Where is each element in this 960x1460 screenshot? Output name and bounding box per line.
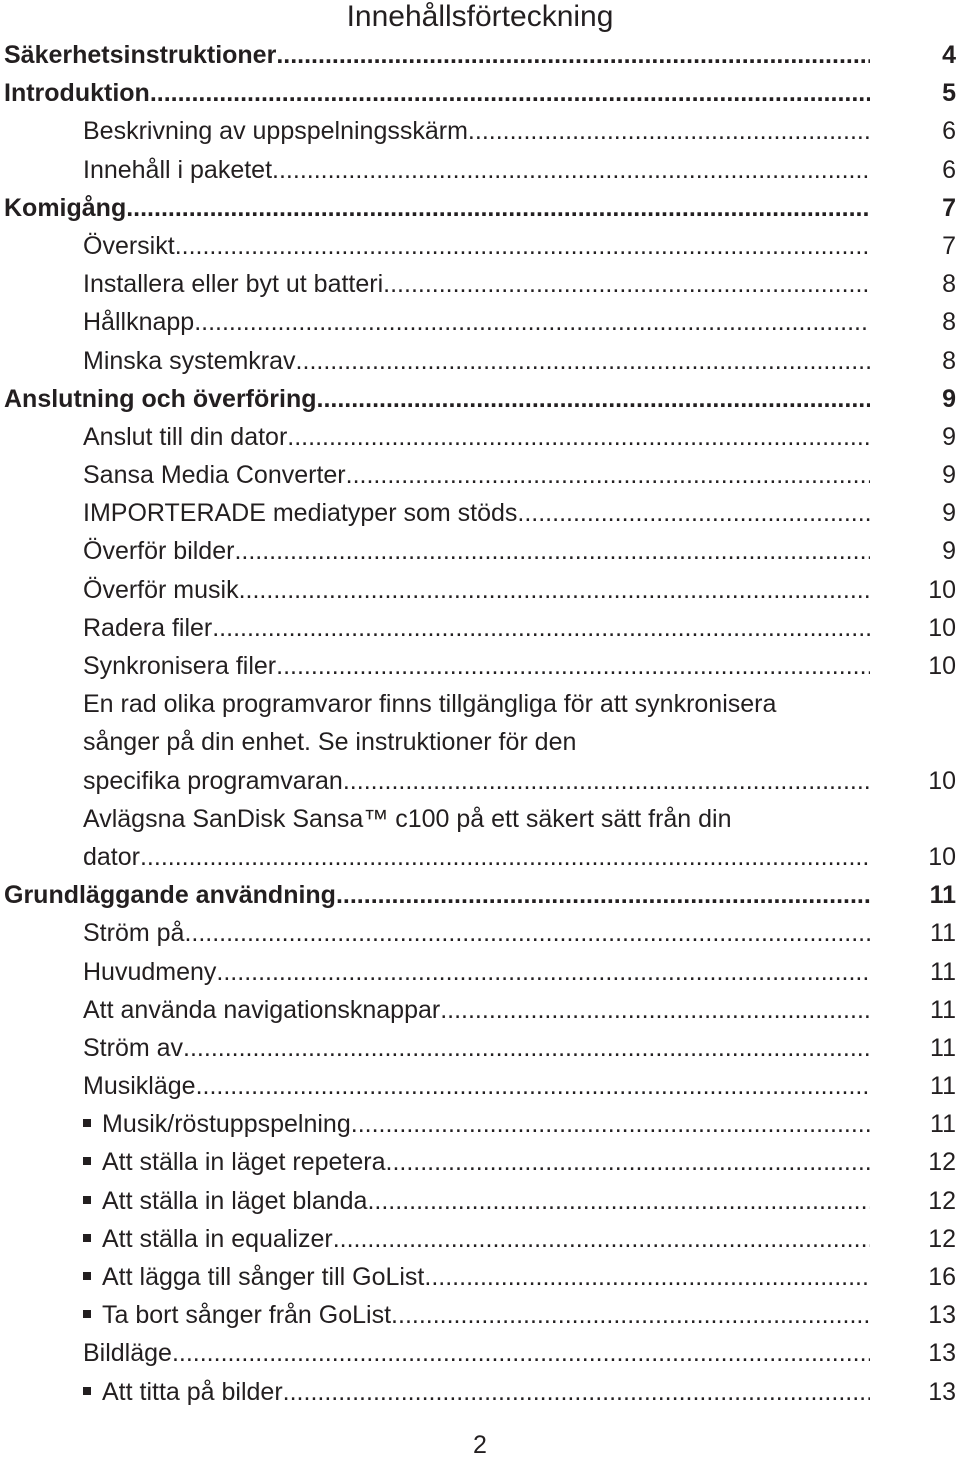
toc-entry[interactable] (0, 800, 960, 838)
toc-entry-page: 11 (930, 995, 956, 1024)
toc-entry-label: Ström av (83, 1033, 184, 1062)
toc-list (0, 36, 960, 1411)
toc-entry[interactable] (0, 609, 960, 647)
toc-entry-label: Bildläge (83, 1339, 172, 1368)
toc-entry-page: 7 (942, 193, 956, 222)
dot-leader (386, 1143, 871, 1181)
toc-entry-page: 4 (942, 41, 956, 69)
toc-entry-label: Grundläggande användning (4, 881, 336, 910)
toc-entry[interactable] (0, 265, 960, 303)
toc-entry-label: Att ställa in läget repetera (102, 1148, 386, 1177)
toc-entry-label: specifika programvaran. (83, 766, 350, 795)
toc-entry-label: Minska systemkrav (83, 346, 296, 375)
toc-entry-page: 9 (942, 422, 956, 451)
dot-leader (272, 151, 870, 189)
toc-entry[interactable] (0, 991, 960, 1029)
toc-entry[interactable] (0, 189, 960, 227)
toc-entry-page: 16 (928, 1263, 956, 1291)
toc-entry[interactable] (0, 647, 960, 685)
dot-leader (212, 609, 870, 647)
dot-leader (424, 1258, 870, 1296)
toc-entry-page: 9 (942, 537, 956, 566)
dot-leader (126, 189, 870, 227)
toc-entry-label: Ta bort sånger från GoList (102, 1301, 392, 1330)
dot-leader (183, 1029, 870, 1067)
toc-entry-page: 8 (942, 308, 956, 337)
toc-entry-label: Anslutning och överföring (4, 384, 317, 413)
toc-entry-page: 11 (930, 1033, 956, 1062)
toc-entry[interactable] (0, 1029, 960, 1067)
dot-leader (150, 74, 870, 112)
dot-leader (196, 1067, 870, 1105)
toc-entry-page: 11 (929, 881, 956, 910)
toc-entry-label: dator (83, 842, 140, 871)
bullet-icon (83, 1119, 91, 1127)
toc-entry-page: 11 (930, 1072, 956, 1101)
toc-entry-label: Huvudmeny (83, 957, 217, 986)
dot-leader (175, 227, 870, 265)
toc-entry-page: 13 (928, 1339, 956, 1368)
toc-entry-page: 8 (942, 270, 956, 299)
toc-entry[interactable] (0, 418, 960, 456)
toc-entry-label: Översikt (83, 231, 175, 260)
dot-leader (351, 1105, 870, 1143)
dot-leader (350, 762, 870, 800)
toc-entry-label: IMPORTERADE mediatyper som stöds (83, 499, 518, 528)
page-title: Innehållsförteckning (346, 0, 614, 33)
toc-entry[interactable] (0, 303, 960, 341)
toc-entry-label: Sansa Media Converter (83, 461, 346, 490)
toc-entry[interactable] (0, 227, 960, 265)
dot-leader (276, 647, 870, 685)
toc-entry-page: 13 (928, 1377, 956, 1406)
toc-entry[interactable] (0, 1373, 960, 1411)
toc-entry-label: Beskrivning av uppspelningsskärm (83, 117, 468, 146)
toc-entry[interactable] (0, 112, 960, 150)
dot-leader (276, 36, 870, 74)
toc-entry[interactable] (0, 876, 960, 914)
bullet-icon (83, 1157, 91, 1165)
toc-entry-label: Att lägga till sånger till GoList (102, 1263, 425, 1291)
toc-entry[interactable] (0, 1182, 960, 1220)
toc-entry-page: 13 (928, 1301, 956, 1330)
toc-entry[interactable] (0, 1258, 960, 1296)
toc-entry[interactable] (0, 494, 960, 532)
bullet-icon (83, 1234, 91, 1242)
dot-leader (216, 953, 870, 991)
toc-entry-label: Säkerhetsinstruktioner (4, 41, 277, 69)
toc-entry-page: 10 (928, 842, 956, 871)
dot-leader (172, 1334, 870, 1372)
toc-entry-label: Avlägsna SanDisk Sansa™ c100 på ett säkert sätt från din (83, 804, 732, 833)
toc-entry-label: Musikläge (83, 1072, 196, 1101)
dot-leader (468, 112, 870, 150)
bullet-icon (83, 1387, 91, 1395)
toc-entry-page: 12 (928, 1186, 956, 1215)
toc-entry[interactable] (0, 762, 960, 800)
toc-entry-page: 11 (930, 1110, 956, 1139)
toc-entry-page: 5 (942, 79, 956, 108)
page-number: 2 (473, 1431, 487, 1459)
toc-entry[interactable] (0, 1296, 960, 1334)
dot-leader (283, 1373, 870, 1411)
toc-entry-label: Musik/röstuppspelning (102, 1110, 351, 1139)
toc-entry-label: Överför musik (83, 575, 239, 604)
toc-entry-label: Att ställa in läget blanda (102, 1186, 368, 1215)
toc-entry-page: 10 (928, 613, 956, 642)
dot-leader (346, 456, 870, 494)
dot-leader (234, 532, 870, 570)
dot-leader (333, 1220, 870, 1258)
toc-entry[interactable] (0, 456, 960, 494)
dot-leader (440, 991, 870, 1029)
dot-leader (184, 914, 870, 952)
toc-entry[interactable] (0, 1143, 960, 1181)
toc-entry-page: 9 (942, 461, 956, 490)
toc-entry-page: 10 (928, 575, 956, 604)
toc-entry[interactable] (0, 838, 960, 876)
toc-entry-label: Installera eller byt ut batteri (83, 270, 384, 299)
toc-entry[interactable] (0, 1220, 960, 1258)
toc-entry-page: 6 (942, 117, 956, 146)
dot-leader (391, 1296, 870, 1334)
toc-entry[interactable] (0, 914, 960, 952)
bullet-icon (83, 1196, 91, 1204)
toc-entry[interactable] (0, 532, 960, 570)
toc-entry-page: 9 (942, 384, 956, 413)
toc-entry-page: 12 (928, 1148, 956, 1177)
dot-leader (367, 1182, 870, 1220)
toc-entry-label: En rad olika programvaror finns tillgängliga för att synkronisera (83, 690, 777, 719)
dot-leader (296, 342, 870, 380)
toc-entry-page: 11 (930, 919, 956, 948)
toc-entry-page: 6 (942, 155, 956, 184)
toc-entry[interactable] (0, 685, 960, 723)
toc-entry-label: Synkronisera filer (83, 652, 277, 680)
toc-entry-page: 7 (942, 231, 956, 260)
toc-entry-label: Hållknapp (83, 308, 195, 337)
toc-entry[interactable] (0, 74, 960, 112)
toc-entry-label: Att använda navigationsknappar (83, 995, 441, 1024)
toc-entry-page: 12 (928, 1224, 956, 1253)
toc-entry-page: 11 (930, 957, 956, 986)
toc-entry-page: 10 (928, 652, 956, 680)
dot-leader (287, 418, 870, 456)
toc-entry[interactable] (0, 571, 960, 609)
bullet-icon (83, 1310, 91, 1318)
toc-entry[interactable] (0, 36, 960, 74)
toc-entry-page: 10 (928, 766, 956, 795)
dot-leader (317, 380, 871, 418)
toc-entry[interactable] (0, 1105, 960, 1143)
toc-entry-label: Radera filer (83, 613, 213, 642)
toc-entry-page: 9 (942, 499, 956, 528)
toc-entry[interactable] (0, 1067, 960, 1105)
toc-entry-label: Anslut till din dator (83, 422, 288, 451)
toc-entry[interactable] (0, 723, 960, 761)
toc-entry-page: 8 (942, 346, 956, 375)
toc-entry-label: Att titta på bilder (102, 1377, 283, 1406)
dot-leader (194, 303, 870, 341)
dot-leader (336, 876, 870, 914)
toc-entry-label: Komigång (4, 193, 127, 222)
toc-entry[interactable] (0, 1334, 960, 1372)
bullet-icon (83, 1272, 91, 1280)
toc-entry-label: Överför bilder (83, 537, 235, 566)
toc-entry[interactable] (0, 380, 960, 418)
dot-leader (239, 571, 870, 609)
toc-entry-label: Att ställa in equalizer (102, 1224, 333, 1253)
toc-entry[interactable] (0, 151, 960, 189)
dot-leader (517, 494, 870, 532)
toc-entry-label: Introduktion (4, 79, 150, 108)
toc-entry[interactable] (0, 342, 960, 380)
dot-leader (383, 265, 870, 303)
toc-entry-label: sånger på din enhet. Se instruktioner för den (83, 728, 577, 757)
dot-leader (140, 838, 870, 876)
toc-entry-label: Innehåll i paketet (83, 155, 273, 184)
toc-entry[interactable] (0, 953, 960, 991)
toc-entry-label: Ström på (83, 919, 185, 948)
